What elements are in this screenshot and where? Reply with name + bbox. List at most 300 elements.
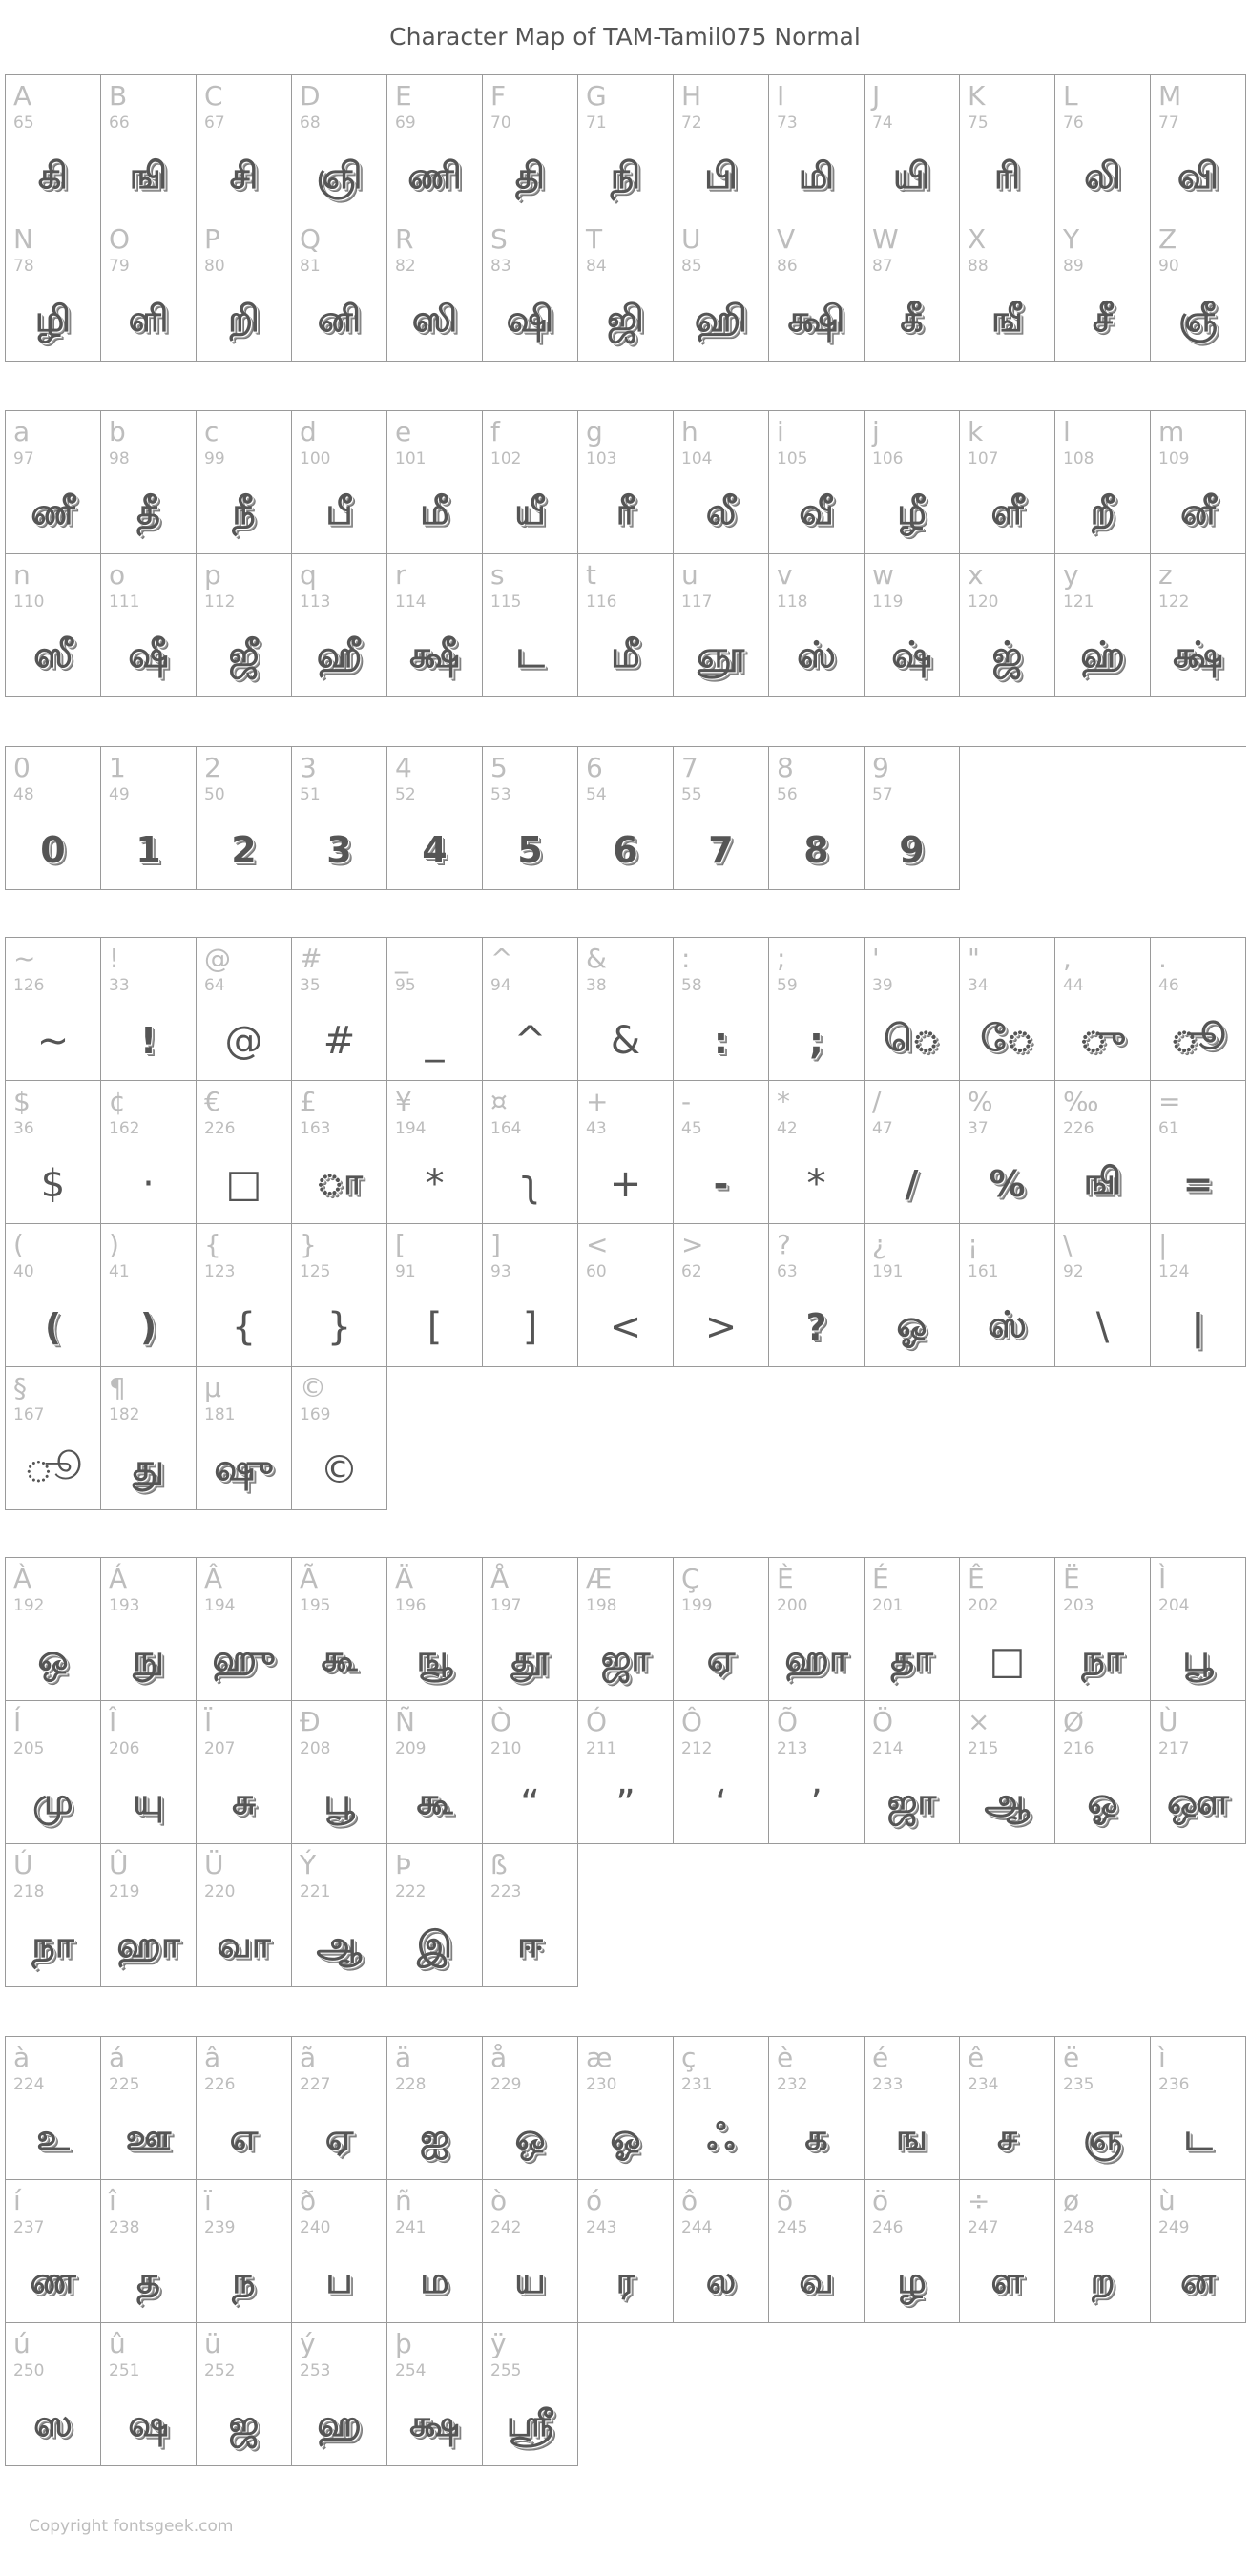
- glyph-cell: [387, 747, 483, 890]
- glyph-key-label: â: [204, 2042, 221, 2073]
- glyph-code-label: 230: [586, 2075, 617, 2094]
- glyph-key-label: B: [109, 80, 128, 112]
- glyph-key-label: ß: [490, 1849, 508, 1880]
- glyph-sample: ஙி: [129, 155, 168, 197]
- glyph-cell: [769, 75, 865, 218]
- glyph-cell: [197, 411, 292, 554]
- glyph-key-label: Ñ: [395, 1706, 415, 1737]
- glyph-code-label: 226: [204, 2075, 236, 2094]
- glyph-code-label: 219: [109, 1882, 140, 1901]
- glyph-code-label: 237: [13, 2218, 45, 2237]
- glyph-code-label: 42: [777, 1119, 798, 1138]
- glyph-code-label: 48: [13, 785, 34, 804]
- glyph-code-label: 93: [490, 1262, 511, 1281]
- glyph-cell: [1151, 1224, 1246, 1367]
- glyph-key-label: @: [204, 943, 231, 974]
- glyph-sample: 0: [40, 829, 66, 871]
- glyph-sample: ஜ்: [991, 634, 1023, 675]
- glyph-key-label: õ: [777, 2185, 794, 2216]
- glyph-key-label: +: [586, 1086, 609, 1117]
- glyph-sample: சு: [232, 1780, 256, 1822]
- glyph-sample: சீ: [1092, 298, 1114, 340]
- glyph-cell: [101, 218, 197, 362]
- glyph-sample: ~: [36, 1019, 70, 1063]
- glyph-sample: ெ: [884, 1017, 940, 1059]
- glyph-sample: ஹி: [694, 298, 748, 340]
- glyph-sample: ளீ: [990, 490, 1024, 532]
- glyph-code-label: 232: [777, 2075, 808, 2094]
- glyph-cell: [960, 554, 1055, 697]
- glyph-code-label: 108: [1063, 449, 1094, 468]
- glyph-sample: ஸ்: [988, 1303, 1027, 1345]
- glyph-cell: [387, 411, 483, 554]
- glyph-key-label: ô: [681, 2185, 698, 2216]
- glyph-key-label: Ê: [968, 1563, 985, 1594]
- glyph-sample: ஸ: [33, 2402, 73, 2444]
- glyph-sample: ;: [808, 1020, 824, 1062]
- glyph-code-label: 36: [13, 1119, 34, 1138]
- glyph-cell: [483, 75, 578, 218]
- glyph-sample: ஜீ: [228, 634, 260, 675]
- glyph-cell: [6, 75, 101, 218]
- glyph-key-label: y: [1063, 559, 1079, 591]
- glyph-key-label: ¡: [968, 1229, 979, 1260]
- glyph-key-label: á: [109, 2042, 126, 2073]
- glyph-code-label: 103: [586, 449, 617, 468]
- glyph-cell: [101, 1844, 197, 1987]
- glyph-sample: ஷ்: [891, 634, 932, 675]
- glyph-cell: [292, 554, 387, 697]
- glyph-code-label: 234: [968, 2075, 999, 2094]
- glyph-key-label: ¿: [872, 1229, 886, 1260]
- glyph-sample: ஹ்: [1080, 634, 1125, 675]
- glyph-cell: [578, 1081, 674, 1224]
- glyph-key-label: M: [1158, 80, 1182, 112]
- glyph-code-label: 91: [395, 1262, 416, 1281]
- glyph-code-label: 39: [872, 976, 893, 995]
- glyph-cell: [865, 1224, 960, 1367]
- glyph-cell: [292, 2180, 387, 2323]
- glyph-cell: [960, 1558, 1055, 1701]
- glyph-key-label: Þ: [395, 1849, 411, 1880]
- glyph-code-label: 191: [872, 1262, 904, 1281]
- glyph-sample: ப: [325, 2259, 353, 2301]
- glyph-sample: ஙி: [1083, 1160, 1122, 1202]
- glyph-code-label: 205: [13, 1739, 45, 1758]
- glyph-cell: [483, 411, 578, 554]
- glyph-key-label: ë: [1063, 2042, 1080, 2073]
- glyph-key-label: ú: [13, 2328, 31, 2359]
- glyph-cell: [578, 75, 674, 218]
- glyph-key-label: ü: [204, 2328, 221, 2359]
- glyph-key-label: r: [395, 559, 406, 591]
- glyph-key-label: Î: [109, 1706, 117, 1737]
- glyph-cell: [197, 2180, 292, 2323]
- glyph-sample: ·: [142, 1162, 155, 1206]
- glyph-sample: *: [806, 1162, 826, 1206]
- glyph-cell: [1151, 938, 1246, 1081]
- glyph-cell: [6, 1367, 101, 1510]
- glyph-code-label: 202: [968, 1596, 999, 1615]
- glyph-cell: [101, 2180, 197, 2323]
- glyph-sample: நீ: [232, 490, 256, 532]
- glyph-sample: கீ: [900, 298, 924, 340]
- glyph-key-label: R: [395, 223, 414, 255]
- glyph-sample: _: [425, 1019, 445, 1063]
- glyph-key-label: |: [1158, 1229, 1168, 1260]
- glyph-sample: நா: [1081, 1637, 1124, 1679]
- glyph-sample: 4: [422, 829, 448, 871]
- glyph-key-label: ê: [968, 2042, 985, 2073]
- glyph-key-label: à: [13, 2042, 31, 2073]
- glyph-sample: ரி: [993, 155, 1021, 197]
- glyph-sample: ழ: [897, 2259, 927, 2301]
- glyph-sample: ஞி: [316, 155, 363, 197]
- glyph-key-label: ¢: [109, 1086, 126, 1117]
- glyph-code-label: 60: [586, 1262, 607, 1281]
- glyph-sample: @: [224, 1019, 263, 1063]
- glyph-key-label: W: [872, 223, 899, 255]
- glyph-code-label: 76: [1063, 114, 1084, 133]
- glyph-code-label: 88: [968, 257, 989, 276]
- glyph-sample: }: [326, 1305, 352, 1349]
- glyph-sample: ஓ: [610, 2116, 641, 2158]
- glyph-code-label: 231: [681, 2075, 713, 2094]
- glyph-key-label: Z: [1158, 223, 1177, 255]
- glyph-code-label: 217: [1158, 1739, 1190, 1758]
- glyph-cell: [1151, 1558, 1246, 1701]
- glyph-code-label: 244: [681, 2218, 713, 2237]
- glyph-code-label: 215: [968, 1739, 999, 1758]
- glyph-key-label: m: [1158, 416, 1185, 447]
- glyph-key-label: 8: [777, 752, 794, 783]
- glyph-sample: க்ஷ: [409, 2402, 460, 2444]
- glyph-cell: [674, 75, 769, 218]
- glyph-sample: ஓ: [1087, 1780, 1118, 1822]
- glyph-cell: [960, 1701, 1055, 1844]
- glyph-sample: 6: [613, 829, 638, 871]
- glyph-key-label: H: [681, 80, 702, 112]
- glyph-key-label: ;: [777, 943, 786, 974]
- glyph-key-label: >: [681, 1229, 704, 1260]
- glyph-code-label: 220: [204, 1882, 236, 1901]
- glyph-cell: [769, 2037, 865, 2180]
- glyph-cell: [197, 2323, 292, 2466]
- glyph-sample: ©: [320, 1448, 359, 1492]
- glyph-sample: 5: [517, 829, 543, 871]
- glyph-key-label: L: [1063, 80, 1078, 112]
- glyph-code-label: 45: [681, 1119, 702, 1138]
- glyph-cell: [865, 2037, 960, 2180]
- glyph-cell: [578, 2037, 674, 2180]
- glyph-key-label: 1: [109, 752, 126, 783]
- glyph-sample: ஓ: [896, 1303, 927, 1345]
- glyph-cell: [483, 1558, 578, 1701]
- glyph-sample: ஊ: [125, 2116, 172, 2158]
- glyph-cell: [6, 2323, 101, 2466]
- glyph-sample: :: [713, 1020, 729, 1062]
- glyph-key-label: ï: [204, 2185, 212, 2216]
- glyph-code-label: 218: [13, 1882, 45, 1901]
- glyph-code-label: 223: [490, 1882, 522, 1901]
- glyph-cell: [197, 218, 292, 362]
- glyph-sample: <: [609, 1305, 642, 1349]
- glyph-sample: வீ: [799, 490, 834, 532]
- glyph-code-label: 239: [204, 2218, 236, 2237]
- glyph-key-label: o: [109, 559, 126, 591]
- glyph-key-label: (: [13, 1229, 24, 1260]
- glyph-cell: [578, 218, 674, 362]
- glyph-sample: ா: [316, 1160, 363, 1202]
- glyph-cell: [1151, 1081, 1246, 1224]
- glyph-grid: [5, 2036, 1246, 2466]
- glyph-cell: [769, 1081, 865, 1224]
- glyph-cell: [1055, 75, 1151, 218]
- glyph-code-label: 120: [968, 592, 999, 612]
- glyph-code-label: 51: [300, 785, 321, 804]
- glyph-code-label: 121: [1063, 592, 1094, 612]
- glyph-cell: [483, 1081, 578, 1224]
- glyph-sample: ஜ: [228, 2402, 260, 2444]
- glyph-grid: [5, 746, 1246, 890]
- glyph-key-label: j: [872, 416, 880, 447]
- glyph-code-label: 34: [968, 976, 989, 995]
- glyph-key-label: §: [13, 1372, 27, 1403]
- glyph-key-label: s: [490, 559, 505, 591]
- glyph-code-label: 242: [490, 2218, 522, 2237]
- glyph-cell: [292, 1844, 387, 1987]
- glyph-sample: பீ: [325, 490, 353, 532]
- glyph-key-label: å: [490, 2042, 508, 2073]
- glyph-cell: [960, 938, 1055, 1081]
- glyph-sample: பூ: [323, 1780, 355, 1822]
- glyph-cell: [1055, 938, 1151, 1081]
- glyph-sample: 8: [803, 829, 829, 871]
- glyph-key-label: ×: [968, 1706, 990, 1737]
- glyph-key-label: Ì: [1158, 1563, 1167, 1594]
- glyph-cell: [674, 1558, 769, 1701]
- glyph-cell: [674, 554, 769, 697]
- glyph-key-label: Ï: [204, 1706, 213, 1737]
- glyph-cell: [960, 1224, 1055, 1367]
- glyph-key-label: D: [300, 80, 321, 112]
- glyph-key-label: g: [586, 416, 603, 447]
- glyph-sample: ட: [515, 634, 545, 675]
- glyph-sample: ஷீ: [128, 634, 169, 675]
- glyph-code-label: 182: [109, 1405, 140, 1424]
- glyph-cell: [578, 1701, 674, 1844]
- glyph-key-label: £: [300, 1086, 317, 1117]
- glyph-code-label: 61: [1158, 1119, 1179, 1138]
- glyph-sample: க்ஷி: [787, 298, 845, 340]
- glyph-sample: லீ: [705, 490, 737, 532]
- glyph-key-label: n: [13, 559, 31, 591]
- glyph-key-label: 4: [395, 752, 412, 783]
- glyph-key-label: ã: [300, 2042, 317, 2073]
- glyph-cell: [6, 1224, 101, 1367]
- glyph-code-label: 64: [204, 976, 225, 995]
- glyph-code-label: 226: [1063, 1119, 1094, 1138]
- glyph-code-label: 72: [681, 114, 702, 133]
- glyph-cell: [197, 2037, 292, 2180]
- glyph-key-label: E: [395, 80, 412, 112]
- glyph-key-label: I: [777, 80, 785, 112]
- glyph-sample: |: [1191, 1306, 1205, 1348]
- glyph-code-label: 216: [1063, 1739, 1094, 1758]
- glyph-code-label: 106: [872, 449, 904, 468]
- glyph-key-label: f: [490, 416, 500, 447]
- glyph-sample: றி: [228, 298, 260, 340]
- glyph-code-label: 33: [109, 976, 130, 995]
- glyph-key-label: ÷: [968, 2185, 990, 2216]
- glyph-sample: ணி: [407, 155, 462, 197]
- glyph-key-label: ý: [300, 2328, 316, 2359]
- glyph-sample: (: [44, 1306, 62, 1348]
- glyph-code-label: 107: [968, 449, 999, 468]
- glyph-sample: □: [989, 1639, 1026, 1683]
- glyph-key-label: Á: [109, 1563, 128, 1594]
- glyph-sample: ன: [1180, 2259, 1216, 2301]
- glyph-code-label: 83: [490, 257, 511, 276]
- glyph-sample: ச: [996, 2116, 1018, 2158]
- glyph-cell: [292, 938, 387, 1081]
- glyph-code-label: 251: [109, 2361, 140, 2380]
- glyph-key-label: p: [204, 559, 221, 591]
- glyph-sample: ழி: [34, 298, 72, 340]
- glyph-sample: /: [905, 1163, 919, 1205]
- glyph-code-label: 66: [109, 114, 130, 133]
- glyph-sample: ?: [805, 1306, 827, 1348]
- glyph-cell: [101, 2323, 197, 2466]
- glyph-key-label: 5: [490, 752, 508, 783]
- glyph-code-label: 210: [490, 1739, 522, 1758]
- glyph-code-label: 55: [681, 785, 702, 804]
- glyph-code-label: 41: [109, 1262, 130, 1281]
- glyph-key-label: w: [872, 559, 894, 591]
- glyph-key-label: ': [872, 943, 880, 974]
- glyph-sample: ண: [30, 2259, 76, 2301]
- glyph-code-label: 221: [300, 1882, 331, 1901]
- glyph-cell: [387, 1844, 483, 1987]
- glyph-code-label: 194: [395, 1119, 427, 1138]
- glyph-code-label: 40: [13, 1262, 34, 1281]
- glyph-cell: [197, 1701, 292, 1844]
- glyph-key-label: 3: [300, 752, 317, 783]
- glyph-code-label: 71: [586, 114, 607, 133]
- glyph-cell: [865, 554, 960, 697]
- glyph-cell: [674, 1224, 769, 1367]
- glyph-code-label: 238: [109, 2218, 140, 2237]
- glyph-cell: [101, 554, 197, 697]
- glyph-key-label: 2: [204, 752, 221, 783]
- glyph-code-label: 201: [872, 1596, 904, 1615]
- glyph-sample: ஷு: [214, 1446, 274, 1488]
- glyph-cell: [865, 747, 960, 890]
- glyph-key-label: í: [13, 2185, 21, 2216]
- glyph-cell: [101, 1081, 197, 1224]
- glyph-key-label: =: [1158, 1086, 1181, 1117]
- glyph-cell: [387, 2180, 483, 2323]
- glyph-key-label: ÿ: [490, 2328, 507, 2359]
- glyph-code-label: 105: [777, 449, 808, 468]
- glyph-code-label: 224: [13, 2075, 45, 2094]
- glyph-cell: [292, 1081, 387, 1224]
- glyph-code-label: 250: [13, 2361, 45, 2380]
- glyph-code-label: 62: [681, 1262, 702, 1281]
- glyph-code-label: 253: [300, 2361, 331, 2380]
- glyph-cell: [6, 1558, 101, 1701]
- glyph-key-label: X: [968, 223, 987, 255]
- glyph-sample: ஒ: [514, 2116, 546, 2158]
- glyph-key-label: ©: [300, 1372, 326, 1403]
- glyph-sample: ட: [1183, 2116, 1213, 2158]
- page-title: Character Map of TAM-Tamil075 Normal: [389, 23, 861, 51]
- glyph-key-label: Ú: [13, 1849, 33, 1880]
- glyph-code-label: 46: [1158, 976, 1179, 995]
- glyph-cell: [769, 2180, 865, 2323]
- glyph-code-label: 94: [490, 976, 511, 995]
- glyph-sample: \: [1095, 1305, 1110, 1349]
- glyph-code-label: 213: [777, 1739, 808, 1758]
- glyph-code-label: 240: [300, 2218, 331, 2237]
- glyph-cell: [674, 2180, 769, 2323]
- glyph-key-label: Y: [1063, 223, 1080, 255]
- glyph-cell: [1055, 1081, 1151, 1224]
- glyph-sample: ஸீ: [33, 634, 73, 675]
- glyph-key-label: Ù: [1158, 1706, 1178, 1737]
- glyph-sample: ஒ: [37, 1637, 69, 1679]
- glyph-code-label: 89: [1063, 257, 1084, 276]
- glyph-cell: [674, 747, 769, 890]
- glyph-sample: ூ: [1170, 1017, 1226, 1059]
- glyph-key-label: Ü: [204, 1849, 224, 1880]
- glyph-sample: சி: [229, 155, 259, 197]
- glyph-cell: [578, 1224, 674, 1367]
- glyph-sample: ளி: [128, 298, 169, 340]
- glyph-code-label: 226: [204, 1119, 236, 1138]
- glyph-cell: [197, 938, 292, 1081]
- glyph-sample: ”: [615, 1782, 635, 1826]
- glyph-code-label: 81: [300, 257, 321, 276]
- glyph-key-label: O: [109, 223, 131, 255]
- glyph-code-label: 117: [681, 592, 713, 612]
- glyph-sample: லி: [1084, 155, 1121, 197]
- glyph-sample: ஜா: [886, 1780, 937, 1822]
- glyph-cell: [1151, 554, 1246, 697]
- glyph-cell: [387, 218, 483, 362]
- glyph-code-label: 44: [1063, 976, 1084, 995]
- glyph-cell: [483, 1844, 578, 1987]
- glyph-cell: [6, 554, 101, 697]
- glyph-key-label: æ: [586, 2042, 613, 2073]
- glyph-sample: னீ: [1180, 490, 1216, 532]
- glyph-code-label: 56: [777, 785, 798, 804]
- glyph-code-label: 90: [1158, 257, 1179, 276]
- glyph-sample: து: [133, 1446, 164, 1488]
- glyph-key-label: Ô: [681, 1706, 703, 1737]
- glyph-cell: [1151, 75, 1246, 218]
- glyph-sample: எ: [229, 2116, 259, 2158]
- glyph-cell: [865, 2180, 960, 2323]
- glyph-cell: [101, 938, 197, 1081]
- glyph-sample: ே: [980, 1017, 1034, 1059]
- glyph-code-label: 84: [586, 257, 607, 276]
- glyph-cell: [292, 1701, 387, 1844]
- glyph-sample: றீ: [1090, 490, 1115, 532]
- glyph-cell: [960, 2180, 1055, 2323]
- glyph-cell: [197, 1844, 292, 1987]
- glyph-sample: ஹு: [212, 1637, 276, 1679]
